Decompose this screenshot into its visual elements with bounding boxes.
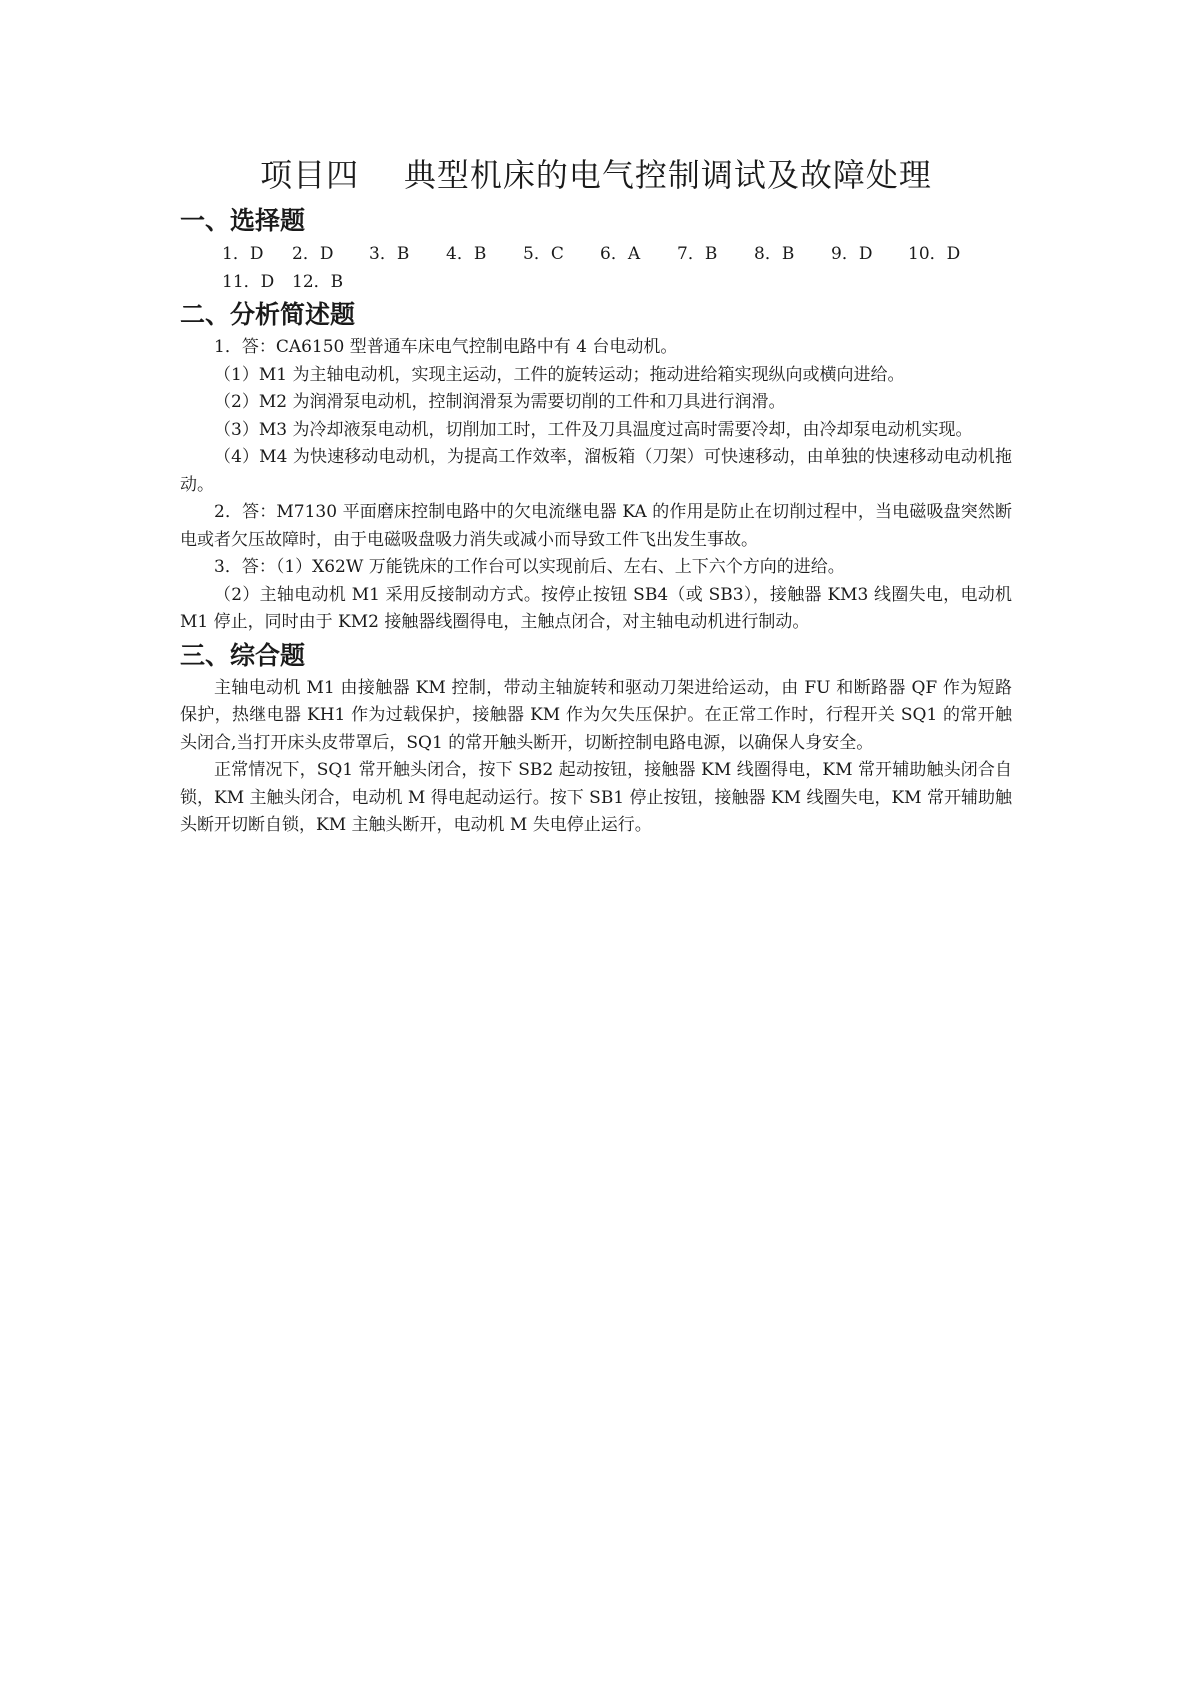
section-heading-analysis: 二、分析简述题 — [180, 300, 356, 329]
answer-item: 6．A — [600, 244, 641, 264]
paragraph: （3）M3 为冷却液泵电动机，切削加工时，工件及刀具温度过高时需要冷却，由冷却泵电动机实现。 — [214, 419, 973, 440]
answer-item: 5．C — [523, 244, 564, 264]
section-heading-comprehensive: 三、综合题 — [180, 640, 306, 670]
paragraph: 主轴电动机 M1 由接触器 KM 控制，带动主轴旋转和驱动刀架进给运动，由 FU 和断路器 QF 作为短路保护，热继电器 KH1 作为过载保护，接触器 KM 作为欠失压保护。在正常工作时，行程开关 SQ1 的常开触头闭合,当打开床头皮带罩后，SQ1 的常开触头断开，切断控制电路电源，以确保人身安全。 — [180, 677, 1012, 753]
answer-item: 7．B — [677, 244, 718, 264]
answer-item: 1．D — [222, 244, 264, 264]
answer-item: 8．B — [754, 244, 795, 264]
answer-item: 4．B — [446, 244, 487, 264]
document-page — [180, 150, 1012, 840]
paragraph: （2）主轴电动机 M1 采用反接制动方式。按停止按钮 SB4（或 SB3），接触器 KM3 线圈失电，电动机 M1 停止，同时由于 KM2 接触器线圈得电，主触点闭合，对主轴电动机进行制动。 — [180, 584, 1012, 632]
page-title: 项目四 典型机床的电气控制调试及故障处理 — [260, 156, 932, 194]
paragraph: （4）M4 为快速移动电动机，为提高工作效率，溜板箱（刀架）可快速移动，由单独的快速移动电动机拖动。 — [180, 447, 1012, 495]
answer-item: 10．D — [908, 244, 961, 264]
answer-item: 9．D — [831, 244, 873, 264]
answer-item: 2．D — [292, 244, 334, 264]
paragraph: （1）M1 为主轴电动机，实现主运动，工件的旋转运动；拖动进给箱实现纵向或横向进给。 — [214, 364, 905, 385]
paragraph: 1．答：CA6150 型普通车床电气控制电路中有 4 台电动机。 — [214, 337, 678, 357]
answer-item: 3．B — [369, 244, 410, 264]
paragraph: 正常情况下，SQ1 常开触头闭合，按下 SB2 起动按钮，接触器 KM 线圈得电，KM 常开辅助触头闭合自锁，KM 主触头闭合，电动机 M 得电起动运行。按下 SB1 停止按钮，接触器 KM 线圈失电，KM 常开辅助触头断开切断自锁，KM 主触头断开，电动机 M 失电停止运行。 — [180, 760, 1012, 835]
paragraph: 2．答：M7130 平面磨床控制电路中的欠电流继电器 KA 的作用是防止在切削过程中，当电磁吸盘突然断电或者欠压故障时，由于电磁吸盘吸力消失或减小而导致工件飞出发生事故。 — [180, 502, 1012, 550]
choice-answers — [180, 240, 1012, 296]
paragraph: 3．答：（1）X62W 万能铣床的工作台可以实现前后、左右、上下六个方向的进给。 — [214, 557, 845, 577]
paragraph: （2）M2 为润滑泵电动机，控制润滑泵为需要切削的工件和刀具进行润滑。 — [214, 392, 786, 412]
section-heading-choice: 一、选择题 — [180, 206, 306, 235]
answer-item: 11．D — [222, 272, 275, 292]
answer-item: 12．B — [292, 272, 344, 292]
